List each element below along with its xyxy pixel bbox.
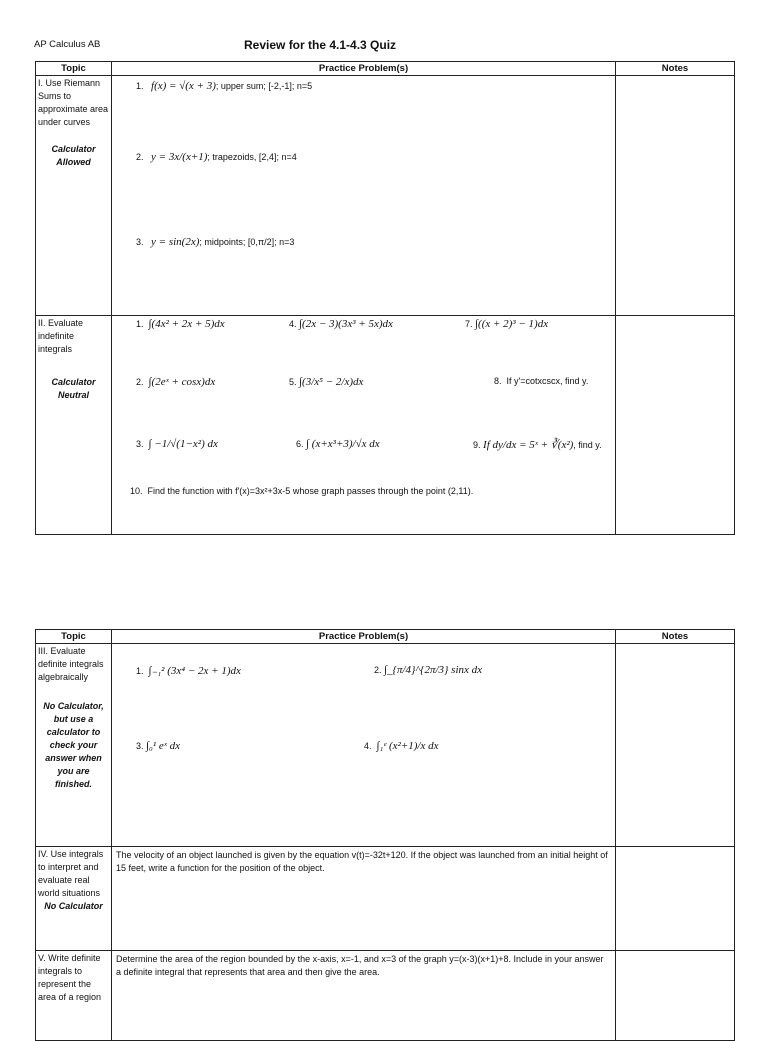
- topic-label: II. Evaluate indefinite integrals: [38, 318, 84, 354]
- notes-header: Notes: [616, 630, 735, 644]
- problem-text: ; trapezoids, [2,4]; n=4: [207, 152, 297, 162]
- problem-expression: ∫ −1/√(1−x²) dx: [148, 438, 218, 450]
- problem-7: [465, 318, 548, 330]
- problem-expression: ∫(2x − 3)(3x³ + 5x)dx: [299, 318, 393, 330]
- topic-label: III. Evaluate definite integrals algebraically: [38, 646, 104, 682]
- notes-header: Notes: [616, 62, 735, 76]
- problem-1: [136, 318, 225, 330]
- problem-expression: ∫((x + 2)³ − 1)dx: [475, 318, 549, 330]
- document-title: Review for the 4.1-4.3 Quiz: [244, 38, 397, 52]
- topic-cell-definite: [36, 644, 112, 847]
- problem-number: 1.: [136, 666, 144, 676]
- topic-cell-riemann: [36, 76, 112, 316]
- problem-expression: ∫₋₁² (3x⁴ − 2x + 1)dx: [148, 665, 241, 677]
- table-row: [36, 644, 735, 847]
- problem-expression: ∫ (x+x³+3)/√x dx: [306, 438, 380, 450]
- topic-header: Topic: [36, 630, 112, 644]
- problem-number: 7.: [465, 319, 473, 329]
- problem-3: [136, 438, 218, 450]
- problem-expression: ∫₀¹ eˣ dx: [146, 740, 181, 752]
- problem-number: 2.: [136, 377, 144, 387]
- problem-4: [364, 740, 439, 752]
- problem-text: If y'=cotxcscx, find y.: [506, 376, 589, 386]
- calculator-note: No Calculator, but use a calculator to check your answer when you are finished.: [43, 701, 104, 789]
- page-header: [34, 38, 734, 54]
- review-table-1: [35, 61, 735, 535]
- problem-expression: ∫(2eˣ + cosx)dx: [148, 376, 216, 388]
- problem-paragraph: The velocity of an object launched is given by the equation v(t)=-32t+120. If the object was launched from an initial height of 15 feet, write a function for the position of the object.: [112, 847, 616, 951]
- problems-cell: [112, 644, 616, 847]
- problem-2: [374, 664, 482, 676]
- topic-cell-real-world: [36, 847, 112, 951]
- problem-expression: f(x) = √(x + 3): [151, 80, 216, 92]
- problem-4: [289, 318, 393, 330]
- table-row: [36, 951, 735, 1041]
- problem-expression: If dy/dx = 5ˣ + ∛(x²): [483, 439, 574, 451]
- problem-number: 4.: [364, 741, 372, 751]
- problem-3: [136, 236, 294, 248]
- problem-number: 3.: [136, 237, 144, 247]
- problem-number: 1.: [136, 319, 144, 329]
- problem-number: 2.: [136, 152, 144, 162]
- table-row: [36, 316, 735, 535]
- problem-2: [136, 151, 297, 163]
- problem-number: 6.: [296, 439, 304, 449]
- problem-3: [136, 740, 180, 752]
- notes-cell: [616, 847, 735, 951]
- review-table-2: [35, 629, 735, 1041]
- calculator-note: Calculator Allowed: [51, 144, 96, 167]
- problem-expression: ∫₁ᵉ (x²+1)/x dx: [376, 740, 439, 752]
- topic-label: I. Use Riemann Sums to approximate area under curves: [38, 78, 109, 127]
- problem-text: Find the function with f'(x)=3x²+3x-5 whose graph passes through the point (2,11).: [147, 486, 474, 496]
- problem-6: [296, 438, 380, 450]
- problem-10: [130, 486, 473, 496]
- topic-label: IV. Use integrals to interpret and evaluate real world situations: [38, 849, 104, 898]
- problems-header: Practice Problem(s): [112, 630, 616, 644]
- problem-number: 4.: [289, 319, 297, 329]
- table-row: [36, 847, 735, 951]
- problem-expression: y = 3x/(x+1): [151, 151, 208, 163]
- problem-2: [136, 376, 215, 388]
- topic-cell-indefinite: [36, 316, 112, 535]
- problem-expression: ∫(4x² + 2x + 5)dx: [148, 318, 225, 330]
- problem-text: ; midpoints; [0,π/2]; n=3: [199, 237, 295, 247]
- problem-number: 8.: [494, 376, 502, 386]
- problem-number: 5.: [289, 377, 297, 387]
- table-header-row: [36, 62, 735, 76]
- problem-8: [494, 376, 588, 386]
- calculator-note: Calculator Neutral: [51, 377, 96, 400]
- topic-header: Topic: [36, 62, 112, 76]
- notes-cell: [616, 951, 735, 1041]
- problem-expression: ∫_{π/4}^{2π/3} sinx dx: [384, 664, 483, 676]
- course-name: AP Calculus AB: [34, 39, 101, 50]
- table-row: [36, 76, 735, 316]
- problem-number: 9.: [473, 440, 481, 450]
- problem-1: [136, 664, 241, 677]
- problems-cell: [112, 316, 616, 535]
- problem-number: 1.: [136, 81, 144, 91]
- problem-number: 10.: [130, 486, 143, 496]
- problem-number: 2.: [374, 665, 382, 675]
- problems-header: Practice Problem(s): [112, 62, 616, 76]
- problem-paragraph: Determine the area of the region bounded by the x-axis, x=-1, and x=3 of the graph y=(x-3)(x+1)+8. Include in your answer a definite integral that represents that area and then give the area.: [112, 951, 616, 1041]
- topic-label: V. Write definite integrals to represent the area of a region: [38, 953, 102, 1002]
- problem-9: [473, 438, 602, 451]
- problems-cell: [112, 76, 616, 316]
- problem-text: ; upper sum; [-2,-1]; n=5: [215, 81, 313, 91]
- notes-cell: [616, 316, 735, 535]
- problem-expression: ∫(3/x⁵ − 2/x)dx: [299, 376, 364, 388]
- problem-text: , find y.: [573, 440, 602, 450]
- topic-cell-area: [36, 951, 112, 1041]
- problem-number: 3.: [136, 741, 144, 751]
- calculator-note: No Calculator: [44, 901, 103, 911]
- problem-expression: y = sin(2x): [151, 236, 200, 248]
- notes-cell: [616, 76, 735, 316]
- problem-5: [289, 376, 363, 388]
- table-header-row: [36, 630, 735, 644]
- notes-cell: [616, 644, 735, 847]
- problem-number: 3.: [136, 439, 144, 449]
- problem-1: [136, 80, 312, 92]
